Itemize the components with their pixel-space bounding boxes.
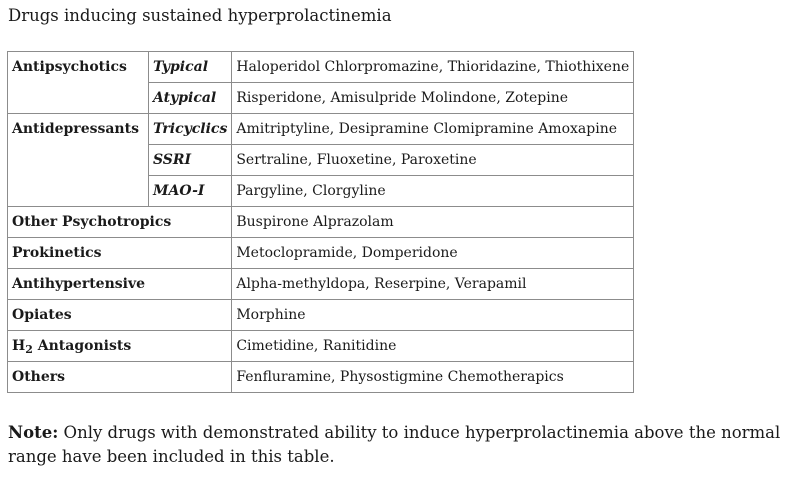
table-row [8, 52, 634, 83]
h2-prefix: H [12, 338, 26, 354]
drugs-h2-antagonists: Cimetidine, Ranitidine [232, 331, 634, 362]
drugs-tricyclics: Amitriptyline, Desipramine Clomipramine Amoxapine [232, 114, 634, 145]
category-others: Others [8, 362, 232, 393]
drugs-ssri: Sertraline, Fluoxetine, Paroxetine [232, 145, 634, 176]
table-note [8, 421, 792, 469]
subcategory-maoi: MAO-I [149, 176, 232, 207]
table-row [8, 300, 634, 331]
category-opiates: Opiates [8, 300, 232, 331]
drugs-maoi: Pargyline, Clorgyline [232, 176, 634, 207]
subcategory-ssri: SSRI [149, 145, 232, 176]
h2-suffix: Antagonists [32, 338, 132, 354]
subcategory-tricyclics: Tricyclics [149, 114, 232, 145]
drugs-atypical: Risperidone, Amisulpride Molindone, Zotepine [232, 83, 634, 114]
drugs-prokinetics: Metoclopramide, Domperidone [232, 238, 634, 269]
category-antipsychotics: Antipsychotics [8, 52, 149, 114]
note-text: Only drugs with demonstrated ability to induce hyperprolactinemia above the normal range have been included in this table. [8, 423, 781, 466]
drugs-opiates: Morphine [232, 300, 634, 331]
table-row [8, 269, 634, 300]
category-other-psychotropics: Other Psychotropics [8, 207, 232, 238]
drugs-typical: Haloperidol Chlorpromazine, Thioridazine, Thiothixene [232, 52, 634, 83]
table-row [8, 362, 634, 393]
drugs-table [7, 51, 634, 393]
table-row [8, 114, 634, 145]
subcategory-atypical: Atypical [149, 83, 232, 114]
drugs-antihypertensive: Alpha-methyldopa, Reserpine, Verapamil [232, 269, 634, 300]
category-h2-antagonists [8, 331, 232, 362]
drugs-other-psychotropics: Buspirone Alprazolam [232, 207, 634, 238]
drugs-others: Fenfluramine, Physostigmine Chemotherapics [232, 362, 634, 393]
table-row [8, 207, 634, 238]
h2-subscript: 2 [25, 343, 33, 356]
note-label: Note: [8, 423, 59, 442]
table-row [8, 238, 634, 269]
category-antidepressants: Antidepressants [8, 114, 149, 207]
subcategory-typical: Typical [149, 52, 232, 83]
table-row [8, 331, 634, 362]
category-antihypertensive: Antihypertensive [8, 269, 232, 300]
category-prokinetics: Prokinetics [8, 238, 232, 269]
table-caption: Drugs inducing sustained hyperprolactinemia [8, 6, 392, 25]
